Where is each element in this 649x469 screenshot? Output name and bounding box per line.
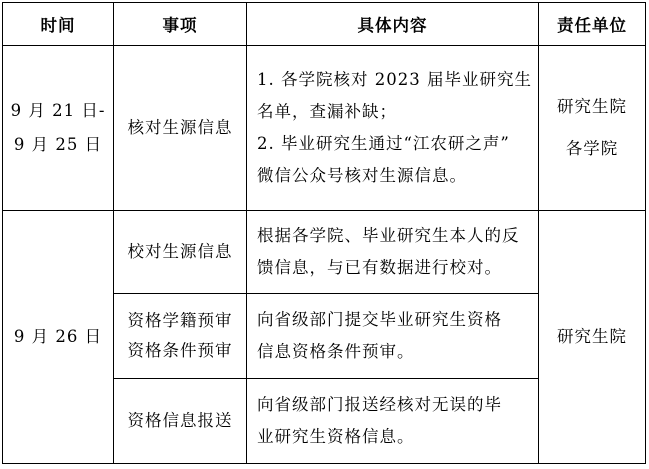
content-line: 名单，查漏补缺； (257, 102, 397, 121)
item-cell (114, 46, 247, 211)
item-line: 校对生源信息 (127, 242, 233, 261)
content-line: 向省级部门报送经核对无误的毕 (257, 395, 502, 414)
content-line: 2. 毕业研究生通过“江农研之声” (257, 134, 510, 153)
content-line: 根据各学院、毕业研究生本人的反 (257, 226, 520, 245)
unit-cell (539, 211, 646, 464)
time-line: 9 月 25 日 (13, 135, 103, 154)
unit-cell (539, 46, 646, 211)
header-row (3, 3, 646, 46)
content-line: 微信公众号核对生源信息。 (257, 166, 467, 185)
content-line: 业研究生资格信息。 (257, 427, 415, 446)
content-cell (247, 211, 539, 294)
content-line: 馈信息，与已有数据进行校对。 (257, 258, 502, 277)
content-cell (247, 46, 539, 211)
time-cell (3, 46, 114, 211)
item-cell (114, 379, 247, 464)
item-line: 资格信息报送 (127, 411, 233, 430)
content-line: 向省级部门提交毕业研究生资格 (257, 310, 502, 329)
schedule-table (2, 2, 646, 464)
item-line: 资格条件预审 (127, 341, 233, 360)
item-line: 资格学籍预审 (127, 311, 233, 330)
item-cell (114, 294, 247, 379)
unit-line: 各学院 (565, 139, 619, 158)
header-item: 事项 (114, 3, 247, 46)
item-cell (114, 211, 247, 294)
content-line: 1. 各学院核对 2023 届毕业研究生 (257, 70, 532, 89)
header-unit: 责任单位 (539, 3, 646, 46)
table-row (3, 211, 646, 294)
unit-line: 研究生院 (557, 97, 627, 116)
item-line: 核对生源信息 (127, 118, 233, 137)
content-cell (247, 294, 539, 379)
table-row (3, 46, 646, 211)
header-content: 具体内容 (247, 3, 539, 46)
time-line: 9 月 26 日 (13, 327, 103, 346)
time-cell (3, 211, 114, 464)
content-cell (247, 379, 539, 464)
time-line: 9 月 21 日- (10, 101, 106, 120)
header-time: 时间 (3, 3, 114, 46)
content-line: 信息资格条件预审。 (257, 342, 415, 361)
unit-line: 研究生院 (557, 327, 627, 346)
